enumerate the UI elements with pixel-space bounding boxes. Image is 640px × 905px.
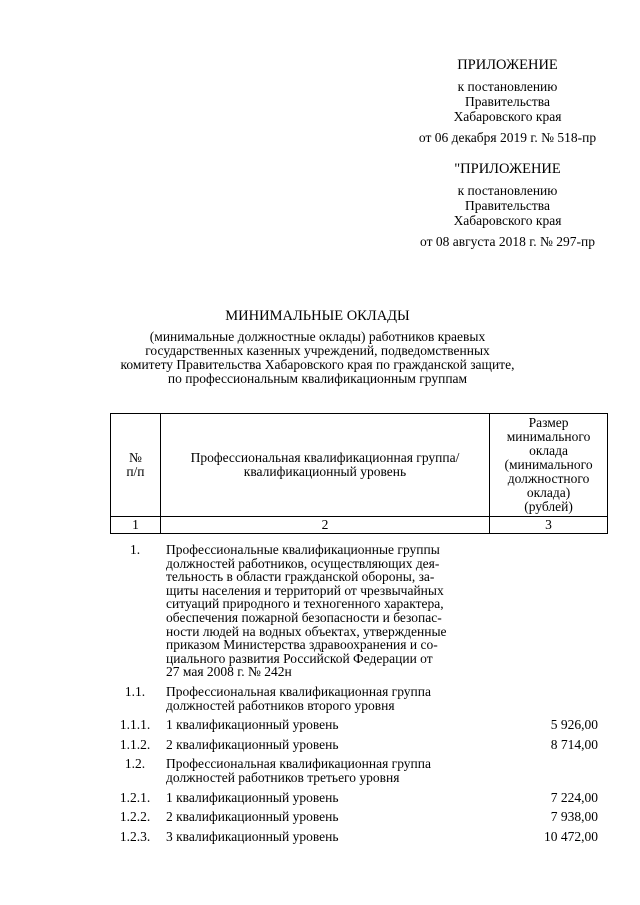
document-title: МИНИМАЛЬНЫЕ ОКЛАДЫ	[225, 308, 410, 324]
row-text-line: должностей работников, осуществляющих дея-	[166, 555, 440, 571]
row-salary-value: 8 714,00	[550, 736, 598, 752]
appendix-date-line: от 06 декабря 2019 г. № 518-пр	[418, 130, 597, 145]
row-text-line: ситуаций природного и техногенного характера,	[166, 596, 444, 612]
appendix-line: Правительства	[465, 94, 550, 109]
row-text-line: циального развития Российской Федерации от	[166, 650, 433, 666]
row-text-line: ности людей на водных объектах, утвержденные	[166, 623, 447, 639]
row-number: 1.	[129, 542, 141, 557]
row-text	[160, 757, 486, 784]
row-text-line: 2 квалификационный уровень	[166, 809, 339, 825]
row-text	[160, 810, 486, 824]
subtitle-line: (минимальные должностные оклады) работников краевых	[149, 329, 486, 344]
table-row	[110, 791, 608, 805]
column-number-cell: 2	[160, 517, 489, 534]
appendix-line: Правительства	[465, 198, 550, 213]
row-salary-value: 5 926,00	[550, 717, 598, 733]
document-subtitle	[110, 330, 525, 386]
row-text-line: приказом Министерства здравоохранения и со-	[166, 637, 438, 653]
header-cell-number: № п/п	[111, 414, 161, 517]
row-salary-value	[486, 543, 598, 679]
row-number: 1.1.2.	[119, 736, 151, 752]
row-salary-value: 10 472,00	[544, 828, 598, 844]
row-text-line: 27 мая 2008 г. № 242н	[166, 664, 292, 680]
header-cell-salary: Размер минимального оклада (минимального должностного оклада) (рублей)	[490, 414, 608, 517]
row-text	[160, 543, 486, 679]
column-number-cell: 3	[490, 517, 608, 534]
row-text-line: 1 квалификационный уровень	[166, 789, 339, 805]
appendix-heading: ПРИЛОЖЕНИЕ	[457, 57, 558, 73]
appendix-line: к постановлению	[457, 183, 558, 198]
row-text-line: 1 квалификационный уровень	[166, 717, 339, 733]
row-number: 1.1.	[124, 683, 146, 699]
row-text-line: Профессиональная квалификационная группа	[166, 756, 431, 772]
row-text-line: должностей работников третьего уровня	[166, 769, 400, 785]
row-salary-value: 7 224,00	[550, 789, 598, 805]
row-text-line: 3 квалификационный уровень	[166, 828, 339, 844]
row-text-line: должностей работников второго уровня	[166, 697, 395, 713]
row-salary-value	[486, 757, 598, 784]
row-text-line: щиты населения и территорий от чрезвычайных	[166, 582, 444, 598]
row-text-line: 2 квалификационный уровень	[166, 736, 339, 752]
appendix-line: к постановлению	[457, 79, 558, 94]
row-salary-value	[486, 685, 598, 712]
row-number: 1.2.	[124, 756, 146, 772]
table-row	[110, 543, 608, 679]
row-salary-value: 7 938,00	[550, 809, 598, 825]
table-row	[110, 830, 608, 844]
row-text	[160, 830, 486, 844]
table-row	[110, 738, 608, 752]
row-text-line: Профессиональные квалификационные группы	[166, 542, 440, 557]
row-text	[160, 738, 486, 752]
table-row	[110, 810, 608, 824]
column-number-cell: 1	[111, 517, 161, 534]
subtitle-line: комитету Правительства Хабаровского края по гражданской защите,	[120, 357, 515, 372]
table-row	[110, 685, 608, 712]
row-number: 1.2.3.	[119, 828, 151, 844]
row-number: 1.2.1.	[119, 789, 151, 805]
appendix-line: Хабаровского края	[453, 109, 562, 124]
subtitle-line: по профессиональным квалификационным группам	[167, 371, 468, 386]
table-row	[110, 718, 608, 732]
row-text	[160, 718, 486, 732]
appendix-block-current	[400, 58, 615, 145]
appendix-block-original	[400, 162, 615, 249]
appendix-line: Хабаровского края	[453, 213, 562, 228]
row-number: 1.1.1.	[119, 717, 151, 733]
row-text-line: обеспечения пожарной безопасности и безопас-	[166, 609, 442, 625]
row-text	[160, 791, 486, 805]
row-number: 1.2.2.	[119, 809, 151, 825]
salary-table-header	[110, 413, 608, 534]
row-text-line: Профессиональная квалификационная группа	[166, 683, 431, 699]
table-row	[110, 757, 608, 784]
header-cell-group: Профессиональная квалификационная группа/ квалификационный уровень	[160, 414, 489, 517]
appendix-heading: "ПРИЛОЖЕНИЕ	[454, 161, 561, 177]
row-text-line: тельность в области гражданской обороны, за-	[166, 569, 435, 585]
subtitle-line: государственных казенных учреждений, подведомственных	[145, 343, 490, 358]
salary-table-body	[110, 543, 608, 849]
row-text	[160, 685, 486, 712]
appendix-date-line: от 08 августа 2018 г. № 297-пр	[420, 234, 595, 249]
